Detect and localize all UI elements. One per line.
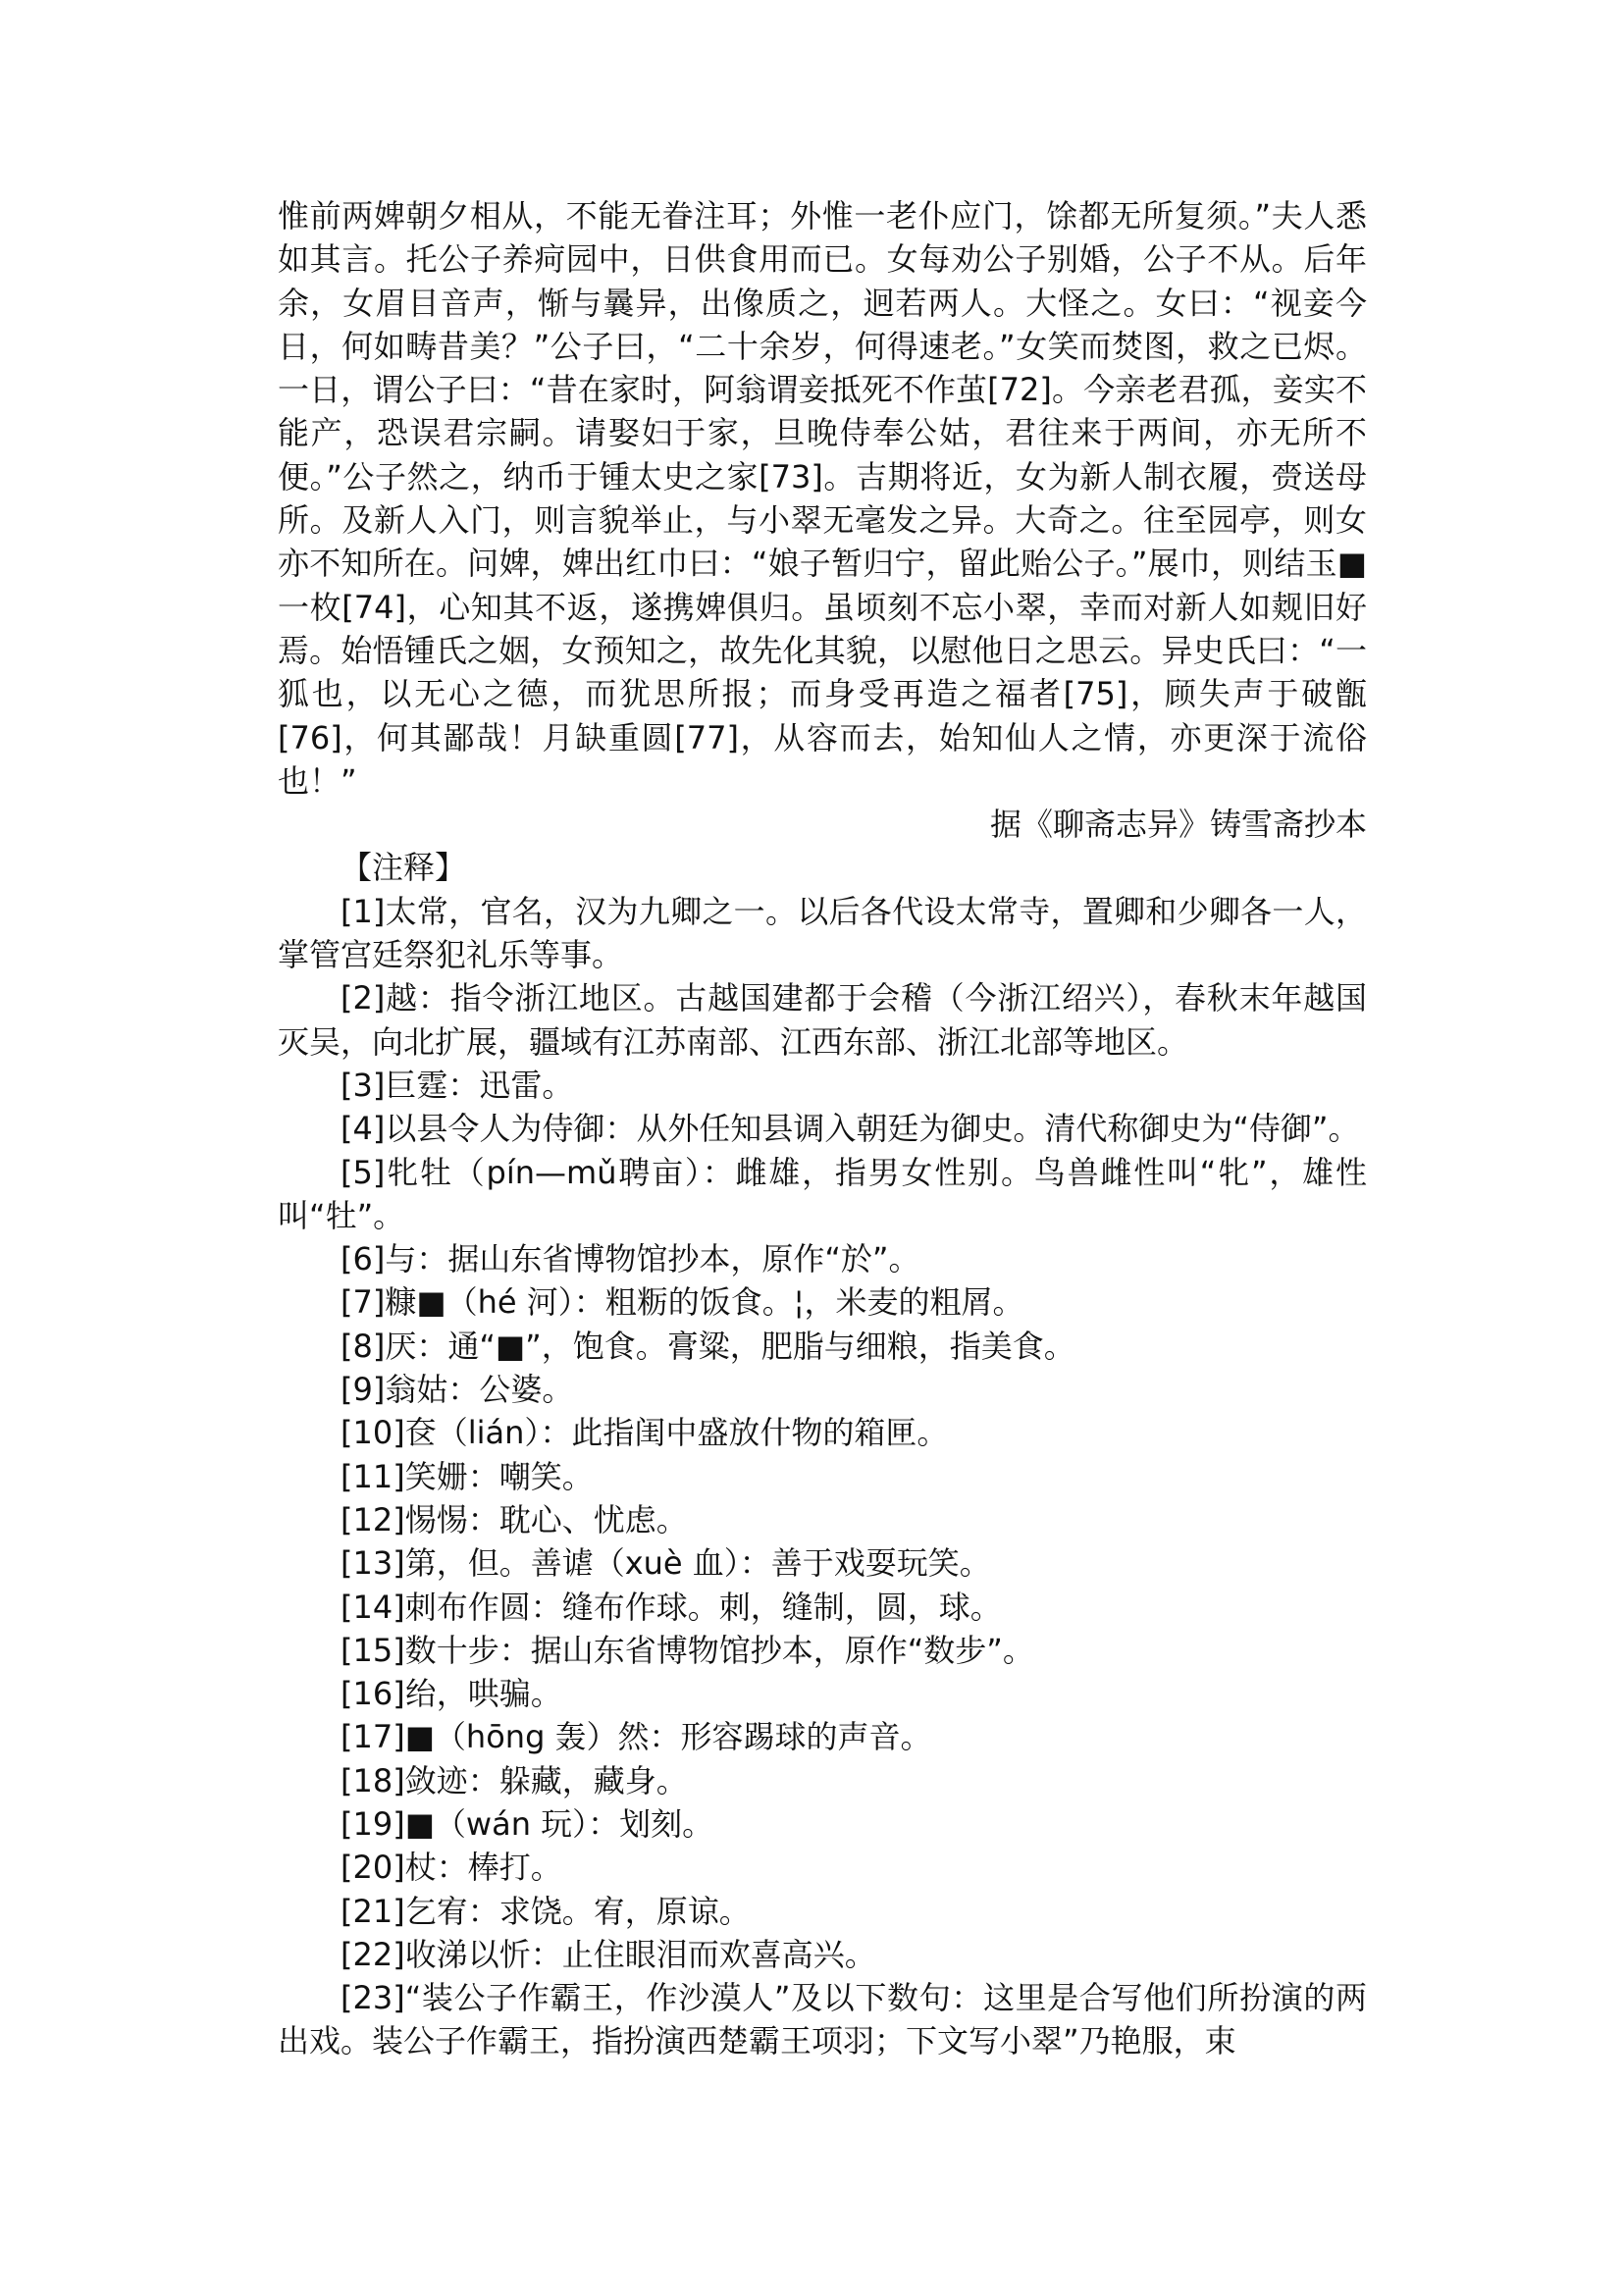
note-item: [16]绐，哄骗。 bbox=[341, 1675, 562, 1713]
note-item: [7]糠■（hé 河）：粗粝的饭食。¦，米麦的粗屑。 bbox=[341, 1283, 1024, 1322]
note-item: [22]收涕以忻：止住眼泪而欢喜高兴。 bbox=[341, 1935, 876, 1973]
notes-heading: 【注释】 bbox=[341, 849, 467, 887]
note-item: [23]“装公子作霸王，作沙漠人”及以下数句：这里是合写他们所扮演的两出戏。装公子作霸王，指扮演西楚霸王项羽；下文写小翠”乃艳服，束 bbox=[278, 1979, 1367, 2060]
note-item: [13]第，但。善谑（xuè 血）：善于戏耍玩笑。 bbox=[341, 1544, 991, 1583]
note-item: [15]数十步：据山东省博物馆抄本，原作“数步”。 bbox=[341, 1631, 1034, 1669]
note-item: [3]巨霆：迅雷。 bbox=[341, 1066, 574, 1104]
note-item: [21]乞宥：求饶。宥，原谅。 bbox=[341, 1892, 751, 1930]
note-item: [8]厌：通“■”，饱食。膏粱，肥脂与细粮，指美食。 bbox=[341, 1327, 1075, 1365]
note-item: [19]■（wán 玩）：划刻。 bbox=[341, 1804, 714, 1843]
note-item: [18]敛迹：躲藏，藏身。 bbox=[341, 1761, 688, 1799]
note-item: [4]以县令人为侍御：从外任知县调入朝廷为御史。清代称御史为“侍御”。 bbox=[341, 1110, 1360, 1148]
note-item: [14]刺布作圆：缝布作球。刺，缝制，圆，球。 bbox=[341, 1588, 1002, 1626]
main-text: 惟前两婢朝夕相从，不能无眷注耳；外惟一老仆应门，馀都无所复须。”夫人悉如其言。托公子养疴园中，日供食用而已。女每劝公子别婚，公子不从。后年余，女眉目音声，惭与曩异，出像质之，迥若两人。大怪之。女曰：“视妾今日，何如畴昔美？”公子曰，“二十余岁，何得速老。”女笑而焚图，救之已烬。一日，谓公子曰：“昔在家时，阿翁谓妾抵死不作茧[72]。今亲老君孤，妾实不能产，恐误君宗嗣。请娶妇于家，旦晚侍奉公姑，君往来于两间，亦无所不便。”公子然之，纳币于锺太史之家[73]。吉期将近，女为新人制衣履，赍送母所。及新人入门，则言貌举止，与小翠无毫发之异。大奇之。往至园亭，则女亦不知所在。问婢，婢出红巾曰：“娘子暂归宁，留此贻公子。”展巾，则结玉■一枚[74]，心知其不返，遂携婢俱归。虽顷刻不忘小翠，幸而对新人如觌旧好焉。始悟锺氏之姻，女预知之，故先化其貌，以慰他日之思云。异史氏曰：“一狐也，以无心之德，而犹思所报；而身受再造之福者[75]，顾失声于破甑[76]，何其鄙哉！月缺重圆[77]，从容而去，始知仙人之情，亦更深于流俗也！” bbox=[278, 197, 1367, 800]
note-item: [17]■（hōng 轰）然：形容踢球的声音。 bbox=[341, 1718, 932, 1756]
note-item: [5]牝牡（pín—mǔ聘亩）：雌雄，指男女性别。鸟兽雌性叫“牝”，雄性叫“牡”。 bbox=[278, 1153, 1367, 1234]
note-item: [2]越：指令浙江地区。古越国建都于会稽（今浙江绍兴），春秋末年越国灭吴，向北扩展，疆域有江苏南部、江西东部、浙江北部等地区。 bbox=[278, 979, 1367, 1061]
source-citation: 据《聊斋志异》铸雪斋抄本 bbox=[989, 806, 1367, 844]
note-item: [1]太常，官名，汉为九卿之一。以后各代设太常寺，置卿和少卿各一人，掌管宫廷祭犯礼乐等事。 bbox=[278, 892, 1367, 974]
document-page bbox=[278, 194, 1367, 2063]
note-item: [20]杖：棒打。 bbox=[341, 1849, 562, 1887]
note-item: [12]惕惕：耽心、忧虑。 bbox=[341, 1500, 688, 1538]
note-item: [9]翁姑：公婆。 bbox=[341, 1371, 574, 1409]
note-item: [6]与：据山东省博物馆抄本，原作“於”。 bbox=[341, 1240, 920, 1278]
notes-list bbox=[278, 890, 1367, 2063]
note-item: [11]笑姗：嘲笑。 bbox=[341, 1457, 594, 1495]
note-item: [10]奁（lián）：此指闺中盛放什物的箱匣。 bbox=[341, 1414, 949, 1452]
